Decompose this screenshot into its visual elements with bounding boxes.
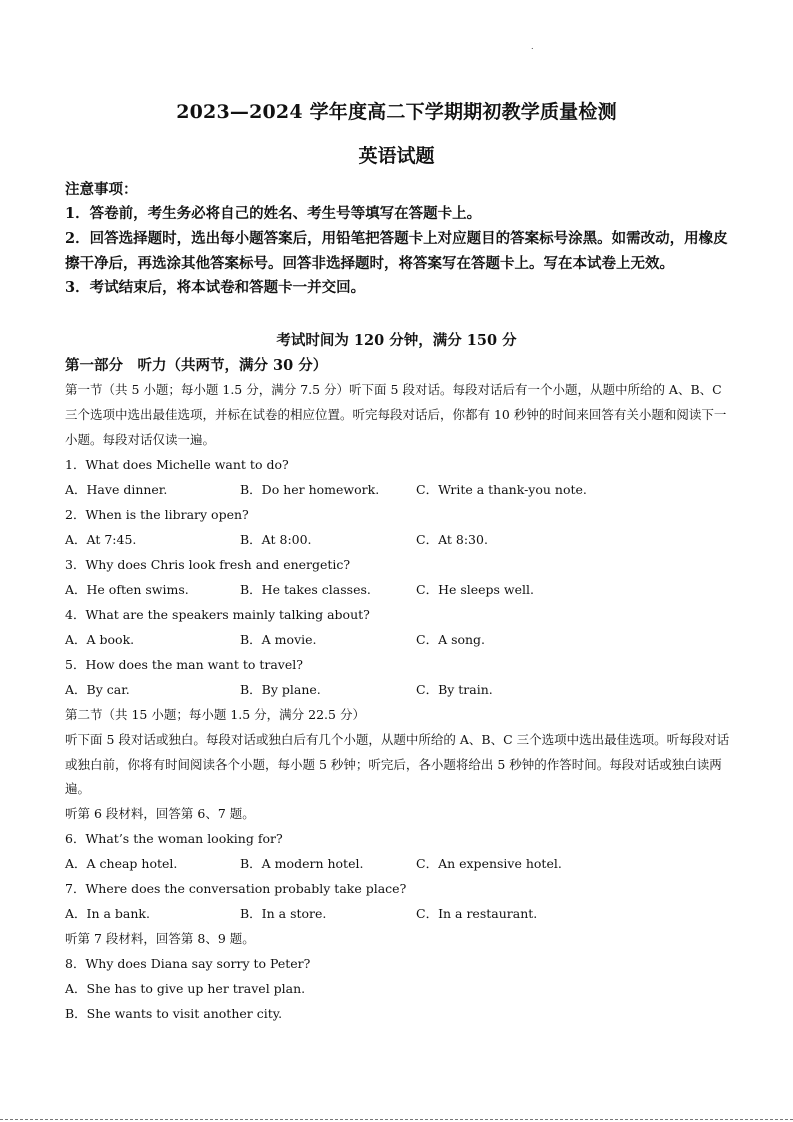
question-text: 8．Why does Diana say sorry to Peter? (65, 956, 311, 972)
notice-item: 3．考试结束后，将本试卷和答题卡一并交回。 (65, 279, 366, 297)
notice-list (65, 202, 735, 301)
option-b: B．A modern hotel. (240, 856, 364, 872)
exam-title: 2023—2024 学年度高二下学期期初教学质量检测 (176, 101, 617, 123)
option-b: B．In a store. (240, 906, 327, 922)
material-6-note: 听第 6 段材料，回答第 6、7 题。 (65, 806, 255, 822)
section2-heading: 第二节（共 15 小题；每小题 1.5 分，满分 22.5 分） (65, 706, 365, 722)
question-text: 1．What does Michelle want to do? (65, 456, 289, 472)
notice-heading: 注意事项： (65, 181, 138, 198)
option-c: C．An expensive hotel. (416, 856, 562, 872)
option-b: B．He takes classes. (240, 581, 371, 597)
option-b: B．A movie. (240, 631, 317, 647)
option-c: C．A song. (416, 631, 486, 647)
exam-time-line: 考试时间为 120 分钟，满分 150 分 (276, 332, 517, 349)
question-options (65, 628, 735, 653)
option-a: A．He often swims. (65, 581, 189, 597)
question-options (65, 528, 735, 553)
exam-subtitle: 英语试题 (358, 145, 435, 167)
section2-intro: 听下面 5 段对话或独白。每段对话或独白后有几个小题，从题中所给的 A、B、C 三个选项中选出最佳选项。听每段对话或独白前，你将有时间阅读各个小题，每小题 5 秒钟；听完后，各小题将给出 5 秒钟的作答时间。每段对话或独白读两遍。 (65, 731, 730, 797)
option-c: C．Write a thank-you note. (416, 481, 587, 497)
question-text: 7．Where does the conversation probably take place? (65, 881, 407, 897)
part1-body (65, 378, 735, 1027)
option-a: A．She has to give up her travel plan. (65, 981, 306, 997)
option-b: B．Do her homework. (240, 481, 380, 497)
section1-intro: 第一节（共 5 小题；每小题 1.5 分，满分 7.5 分）听下面 5 段对话。每段对话后有一个小题，从题中所给的 A、B、C 三个选项中选出最佳选项，并标在试卷的相应位置。听完每段对话后，你都有 10 秒钟的时间来回答有关小题和阅读下一小题。每段对话仅读一遍。 (65, 382, 727, 447)
question-text: 2．When is the library open? (65, 506, 249, 522)
option-c: C．In a restaurant. (416, 906, 538, 922)
question-text: 4．What are the speakers mainly talking about? (65, 606, 370, 622)
part1-heading: 第一部分 听力（共两节，满分 30 分） (65, 357, 328, 374)
option-a: A．A cheap hotel. (65, 856, 178, 872)
question-text: 3．Why does Chris look fresh and energetic? (65, 556, 351, 572)
page-mark: . (531, 42, 534, 51)
question-options (65, 478, 735, 503)
notice-item: 1．答卷前，考生务必将自己的姓名、考生号等填写在答题卡上。 (65, 205, 482, 222)
option-b: B．She wants to visit another city. (65, 1006, 283, 1022)
question-text: 5．How does the man want to travel? (65, 656, 303, 672)
question-text: 6．What’s the woman looking for? (65, 831, 283, 847)
option-c: C．He sleeps well. (416, 581, 534, 597)
question-options (65, 852, 735, 877)
option-a: A．Have dinner. (65, 481, 168, 497)
option-b: B．At 8:00. (240, 531, 312, 547)
option-a: A．A book. (65, 631, 135, 647)
option-c: C．By train. (416, 681, 493, 697)
option-b: B．By plane. (240, 681, 321, 697)
option-a: A．In a bank. (65, 906, 150, 922)
question-options (65, 578, 735, 603)
material-7-note: 听第 7 段材料，回答第 8、9 题。 (65, 931, 255, 947)
page-bottom-divider (0, 1119, 793, 1120)
notice-item: 2．回答选择题时，选出每小题答案后，用铅笔把答题卡上对应题目的答案标号涂黑。如需改动，用橡皮擦干净后，再选涂其他答案标号。回答非选择题时，将答案写在答题卡上。写在本试卷上无效。 (65, 229, 728, 272)
option-a: A．By car. (65, 681, 130, 697)
question-options (65, 678, 735, 703)
option-a: A．At 7:45. (65, 531, 137, 547)
option-c: C．At 8:30. (416, 531, 488, 547)
question-options (65, 902, 735, 927)
